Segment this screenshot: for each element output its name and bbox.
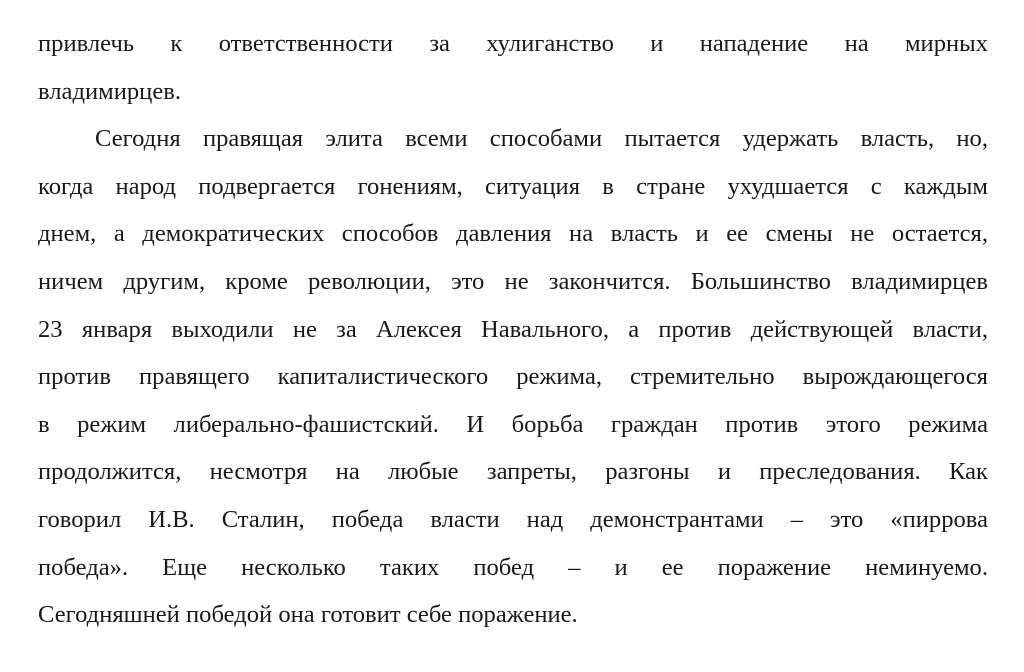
text-line: 23 января выходили не за Алексея Навального, а против действующей власти, xyxy=(38,315,988,343)
text-line: ничем другим, кроме революции, это не закончится. Большинство владимирцев xyxy=(38,267,988,295)
paragraph-main xyxy=(38,115,988,639)
text-line: когда народ подвергается гонениям, ситуация в стране ухудшается с каждым xyxy=(38,172,988,200)
paragraph-continuation xyxy=(38,20,988,115)
text-line: говорил И.В. Сталин, победа власти над демонстрантами – это «пиррова xyxy=(38,505,988,533)
text-line: привлечь к ответственности за хулиганство и нападение на мирных xyxy=(38,30,988,57)
text-line: Сегодня правящая элита всеми способами пытается удержать власть, но, xyxy=(95,125,988,153)
text-line: в режим либерально-фашистский. И борьба граждан против этого режима xyxy=(38,410,988,438)
text-line: продолжится, несмотря на любые запреты, разгоны и преследования. Как xyxy=(38,458,988,486)
text-line: победа». Еще несколько таких побед – и ее поражение неминуемо. xyxy=(38,553,988,581)
text-line: Сегодняшней победой она готовит себе поражение. xyxy=(38,601,578,629)
text-line: днем, а демократических способов давления на власть и ее смены не остается, xyxy=(38,220,988,248)
document-page xyxy=(38,20,988,639)
text-line: против правящего капиталистического режима, стремительно вырождающегося xyxy=(38,363,988,391)
text-line: владимирцев. xyxy=(38,77,182,105)
